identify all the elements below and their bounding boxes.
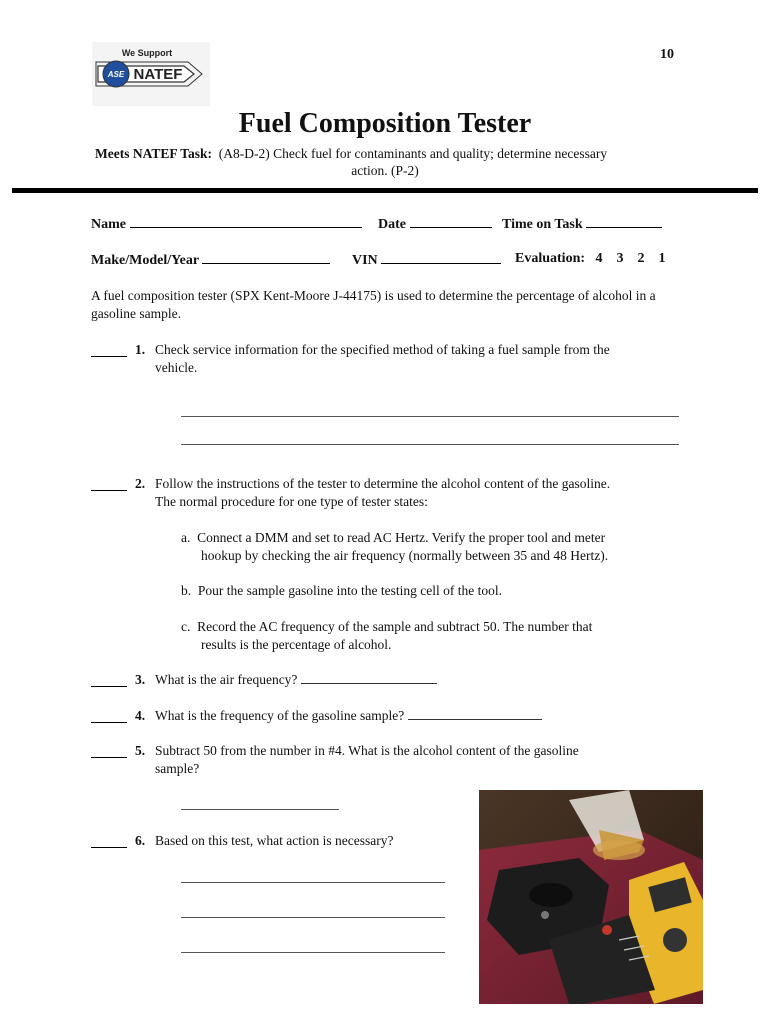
step-text: Follow the instructions of the tester to determine the alcohol content of the gasoline. (155, 476, 611, 491)
make-blank[interactable] (202, 251, 330, 264)
substep-letter: c. (181, 619, 191, 634)
step-1-check-blank[interactable] (91, 344, 127, 357)
vin-blank[interactable] (381, 251, 501, 264)
name-blank[interactable] (130, 215, 362, 228)
page-title: Fuel Composition Tester (238, 108, 532, 139)
vin-field (352, 251, 501, 269)
step-text-cont: sample? (155, 761, 200, 776)
step-2 (135, 475, 695, 511)
step-text: Check service information for the specified method of taking a fuel sample from the (155, 342, 610, 357)
substep-letter: a. (181, 530, 191, 545)
name-label: Name (91, 217, 126, 232)
step-1-answer-line-1[interactable] (181, 416, 679, 417)
natef-logo (92, 42, 210, 106)
evaluation-score-2[interactable]: 2 (637, 251, 645, 266)
fuel-tester-photo (479, 790, 703, 1004)
evaluation-score-3[interactable]: 3 (616, 251, 624, 266)
page-number: 10 (660, 47, 674, 62)
substep-text: Connect a DMM and set to read AC Hertz. Verify the proper tool and meter (197, 530, 606, 545)
evaluation-score-4[interactable]: 4 (595, 251, 603, 266)
step-3-check-blank[interactable] (91, 674, 127, 687)
step-4-check-blank[interactable] (91, 710, 127, 723)
task-label: Meets NATEF Task: (95, 146, 213, 161)
step-4-answer-blank[interactable] (408, 707, 542, 720)
step-number: 1. (135, 342, 146, 357)
header-rule (12, 188, 758, 193)
step-6-answer-line-3[interactable] (181, 952, 445, 953)
logo-badge-text: ASE (107, 70, 125, 79)
make-field (91, 251, 330, 269)
time-label: Time on Task (502, 217, 583, 232)
step-6 (135, 832, 465, 850)
date-label: Date (378, 217, 406, 232)
task-text: (A8-D-2) Check fuel for contaminants and quality; determine necessary (218, 146, 608, 161)
time-field (502, 215, 662, 233)
task-statement (95, 145, 685, 163)
step-text-cont: vehicle. (155, 360, 198, 375)
substep-text-cont: hookup by checking the air frequency (normally between 35 and 48 Hertz). (201, 548, 609, 563)
logo-main-text: NATEF (133, 66, 183, 83)
substep-b (181, 582, 681, 600)
make-label: Make/Model/Year (91, 253, 199, 268)
step-number: 6. (135, 833, 146, 848)
intro-paragraph: A fuel composition tester (SPX Kent-Moore J-44175) is used to determine the percentage of alcohol in a gasoline sample. (91, 288, 656, 321)
substep-letter: b. (181, 583, 192, 598)
step-3-answer-blank[interactable] (301, 671, 437, 684)
task-text-continued: action. (P-2) (351, 163, 419, 178)
name-field (91, 215, 362, 233)
substep-text: Pour the sample gasoline into the testing cell of the tool. (197, 583, 502, 598)
time-blank[interactable] (586, 215, 662, 228)
substep-text-cont: results is the percentage of alcohol. (201, 637, 392, 652)
step-text: What is the air frequency? (155, 672, 298, 687)
evaluation-score-1[interactable]: 1 (658, 251, 666, 266)
step-2-check-blank[interactable] (91, 478, 127, 491)
step-6-answer-line-2[interactable] (181, 917, 445, 918)
substep-c (181, 618, 681, 654)
step-1-answer-line-2[interactable] (181, 444, 679, 445)
evaluation-field (515, 251, 666, 267)
logo-top-text: We Support (121, 48, 173, 58)
step-text: Subtract 50 from the number in #4. What is the alcohol content of the gasoline (155, 743, 579, 758)
step-6-answer-line-1[interactable] (181, 882, 445, 883)
step-5-check-blank[interactable] (91, 745, 127, 758)
date-field (378, 215, 492, 233)
step-number: 3. (135, 672, 146, 687)
substep-text: Record the AC frequency of the sample and subtract 50. The number that (197, 619, 593, 634)
step-number: 2. (135, 476, 146, 491)
step-1 (135, 341, 695, 377)
vin-label: VIN (352, 253, 378, 268)
evaluation-label: Evaluation: (515, 251, 586, 266)
step-3 (135, 671, 695, 689)
step-5-answer-line[interactable] (181, 809, 339, 810)
substep-a (181, 529, 681, 565)
step-number: 4. (135, 708, 146, 723)
step-number: 5. (135, 743, 146, 758)
step-text: Based on this test, what action is necessary? (155, 833, 394, 848)
date-blank[interactable] (410, 215, 492, 228)
step-5 (135, 742, 695, 778)
step-4 (135, 707, 695, 725)
step-6-check-blank[interactable] (91, 835, 127, 848)
step-text-cont: The normal procedure for one type of tester states: (155, 494, 428, 509)
step-text: What is the frequency of the gasoline sample? (155, 708, 405, 723)
